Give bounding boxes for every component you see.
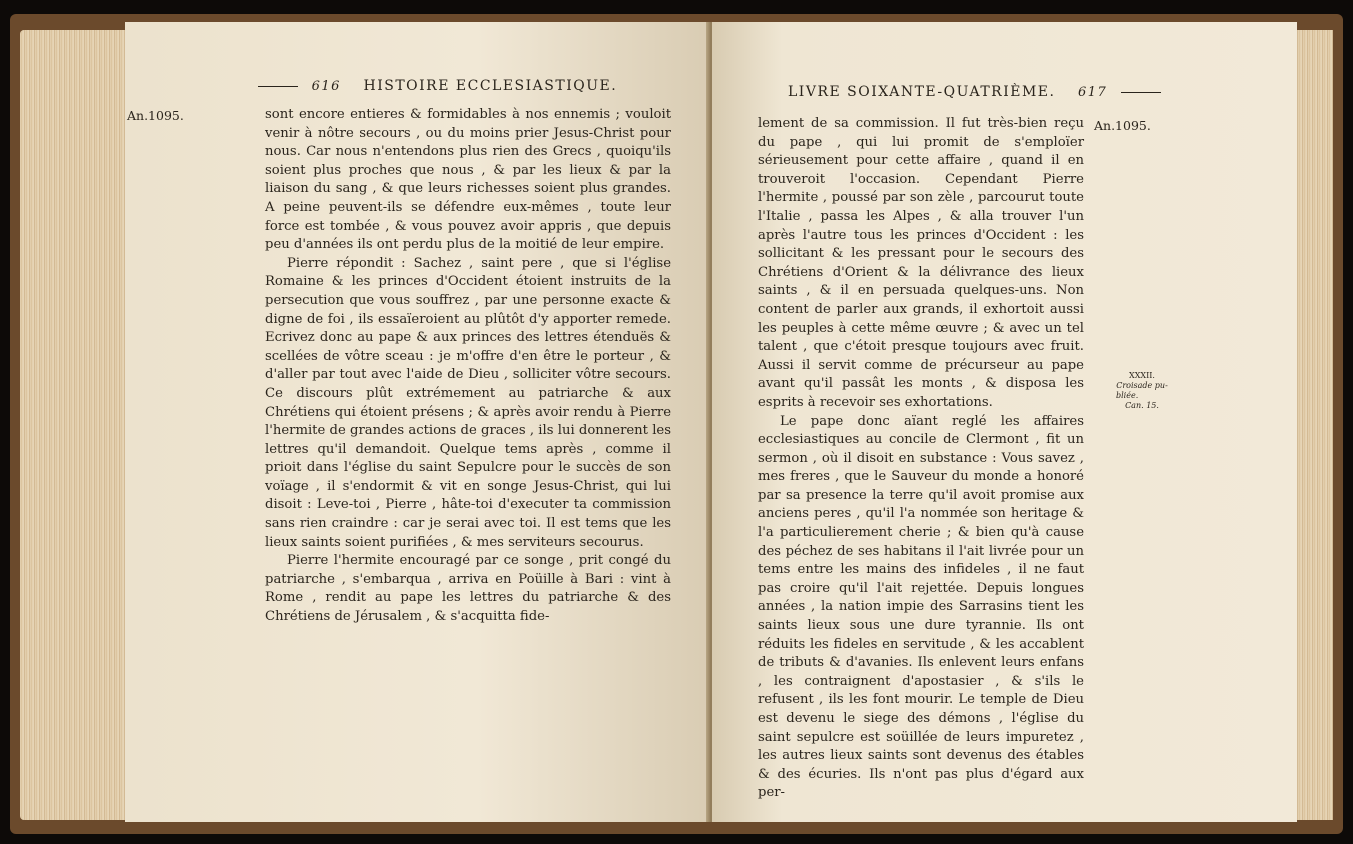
- left-body-text: [265, 106, 671, 627]
- left-paragraph-3: Pierre l'hermite encouragé par ce songe , prit congé du patriarche , s'embarqua , arriva en Poüille à Bari : vint à Rome , rendit au pape les lettres du patriarche & des Chrétiens de Jérusalem , & s'acquitta fide-: [265, 553, 671, 625]
- left-running-title: HISTOIRE ECCLESIASTIQUE.: [363, 78, 618, 94]
- left-running-head: [258, 78, 617, 94]
- right-running-title: LIVRE SOIXANTE-QUATRIÈME.: [788, 84, 1056, 100]
- margin-note-line1: Croisade pu-: [1116, 381, 1168, 390]
- left-paragraph-2: Pierre répondit : Sachez , saint pere , que si l'église Romaine & les princes d'Occident étoient instruits de la persecution que vous souffrez , par une personne exacte & digne de foi , ils essaïeroient au plûtôt d'y apporter remede. Ecrivez donc au pape & aux princes des lettres étenduës & scellées de vôtre sceau : je m'offre d'en être le porteur , & d'aller par tout avec l'aide de Dieu , solliciter vôtre secours. Ce discours plût extrémement au patriarche & aux Chrétiens qui étoient présens ; & après avoir rendu à Pierre l'hermite de grandes actions de graces , ils lui donnerent les lettres qu'il demandoit. Quelque tems après , comme il prioit dans l'église du saint Sepulcre pour le succès de son voïage , il s'endormit & vit en songe Jesus-Christ, qui lui disoit : Leve-toi , Pierre , hâte-toi d'executer ta commission sans rien craindre : car je serai avec toi. Il est tems que les lieux saints soient purifiées , & mes serviteurs secourus.: [265, 255, 671, 550]
- right-margin-year: An.1095.: [1094, 118, 1151, 133]
- rule-line: [258, 86, 298, 87]
- right-running-head: [788, 84, 1161, 100]
- margin-note-line2: bliée.: [1116, 391, 1139, 400]
- left-page-number: 616: [311, 79, 341, 94]
- rule-line: [1121, 92, 1161, 93]
- right-margin-note: [1116, 371, 1168, 411]
- left-paragraph-1: sont encore entieres & formidables à nos ennemis ; vouloit venir à nôtre secours , ou du moins prier Jesus-Christ pour nous. Car nous n'entendons plus rien des Grecs , quoiqu'ils soient plus proches que nous , & par les lieux & par la liaison du sang , & que leurs richesses soient plus grandes. A peine peuvent-ils se défendre eux-mêmes , toute leur force est tombée , & vous pouvez avoir appris , que depuis peu d'années ils ont perdu plus de la moitié de leur empire.: [265, 107, 671, 253]
- right-body-text: [758, 115, 1084, 803]
- page-edges-left: [20, 30, 130, 820]
- left-page: [125, 22, 710, 822]
- right-paragraph-1: lement de sa commission. Il fut très-bien reçu du pape , qui lui promit de s'emploïer sérieusement pour cette affaire , quand il en trouveroit l'occasion. Cependant Pierre l'hermite , poussé par son zèle , parcourut toute l'Italie , passa les Alpes , & alla trouver l'un après l'autre tous les princes d'Occident : les sollicitant & les pressant pour le secours des Chrétiens d'Orient & la délivrance des lieux saints , & il en persuada quelques-uns. Non content de parler aux grands, il exhortoit aussi les peuples à cette même œuvre ; & avec un tel talent , que c'étoit presque toujours avec fruit. Aussi il servit comme de précurseur au pape avant qu'il passât les monts , & disposa les esprits à recevoir ses exhortations.: [758, 116, 1084, 410]
- right-paragraph-2: Le pape donc aïant reglé les affaires ecclesiastiques au concile de Clermont , fit un sermon , où il disoit en substance : Vous savez , mes freres , que le Sauveur du monde a honoré par sa presence la terre qu'il avoit promise aux anciens peres , qu'il l'a nommée son heritage & l'a particulierement cherie ; & bien qu'à cause des péchez de ses habitans il l'ait livrée pour un tems entre les mains des infideles , il ne faut pas croire qu'il l'ait rejettée. Depuis longues années , la nation impie des Sarrasins tient les saints lieux sous une dure tyrannie. Ils ont réduits les fideles en servitude , & les accablent de tributs & d'avanies. Ils enlevent leurs enfans , les contraignent d'apostasier , & s'ils le refusent , ils les font mourir. Le temple de Dieu est devenu le siege des démons , l'église du saint sepulcre est soüillée de leurs impuretez , les autres lieux saints sont devenus des étables & des écuries. Ils n'ont pas plus d'égard aux per-: [758, 413, 1084, 801]
- right-page: [712, 22, 1297, 822]
- left-margin-year: An.1095.: [127, 108, 184, 123]
- right-page-number: 617: [1077, 85, 1108, 100]
- margin-note-ref: Can. 15.: [1125, 401, 1159, 410]
- margin-note-number: XXXII.: [1129, 371, 1155, 380]
